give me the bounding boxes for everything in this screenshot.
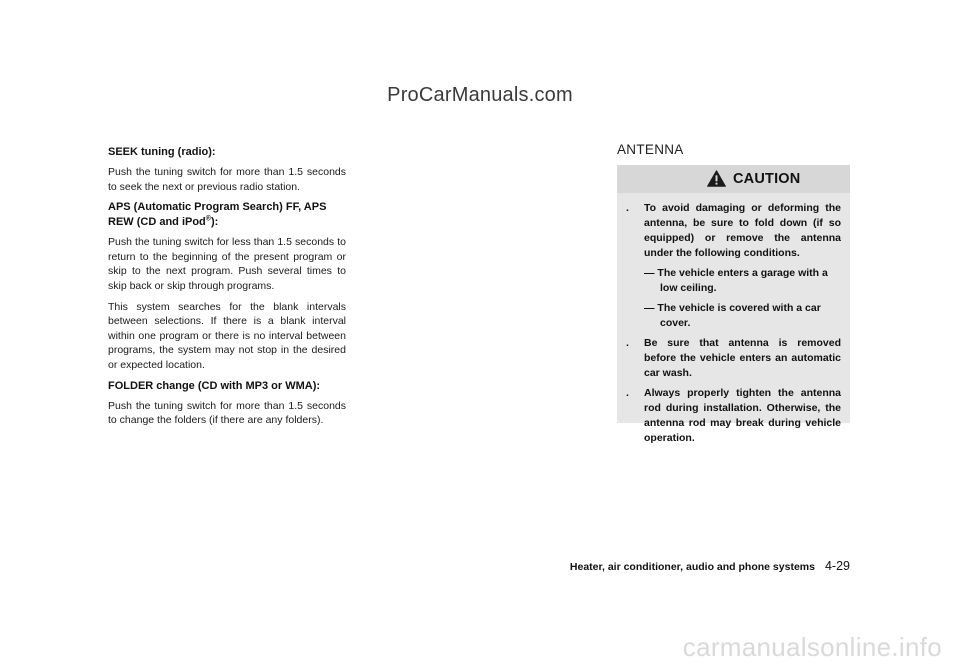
section-title: ANTENNA — [617, 142, 684, 157]
warning-triangle-icon — [707, 170, 726, 187]
caution-item — [617, 201, 850, 261]
bullet: . — [626, 387, 629, 399]
seek-text: Push the tuning switch for more than 1.5 seconds to seek the next or previous radio station. — [108, 166, 346, 193]
caution-item-text: To avoid damaging or deforming the antenna, be sure to fold down (if so equipped) or remove the antenna under the following conditions. — [644, 202, 841, 259]
caution-box — [617, 165, 850, 444]
aps-text-1: Push the tuning switch for less than 1.5 seconds to return to the beginning of the present program or skip to the next program. Push several times to skip back or skip through programs. — [108, 236, 346, 292]
caution-list — [617, 201, 850, 451]
watermark-bottom: carmanualsonline.info — [682, 632, 942, 662]
bullet: . — [626, 337, 629, 349]
caution-item-text: Be sure that antenna is removed before the vehicle enters an automatic car wash. — [644, 337, 841, 379]
caution-item-text: Always properly tighten the antenna rod during installation. Otherwise, the antenna rod may break during vehicle operation. — [644, 387, 841, 444]
page-footer — [570, 559, 850, 573]
aps-text-2: This system searches for the blank intervals between selections. If there is a blank interval within one program or there is no interval between programs, the system may not stop in the desired or expected location. — [108, 300, 346, 371]
watermark-top: ProCarManuals.com — [387, 84, 573, 106]
caution-subitem: — The vehicle is covered with a car cover. — [644, 302, 821, 329]
aps-heading-text: APS (Automatic Program Search) FF, APS REW (CD and iPod — [108, 201, 327, 229]
seek-heading: SEEK tuning (radio): — [108, 146, 216, 158]
left-column — [108, 145, 346, 434]
footer-section-title: Heater, air conditioner, audio and phone systems — [569, 561, 815, 573]
aps-heading — [108, 200, 346, 230]
folder-text: Push the tuning switch for more than 1.5 seconds to change the folders (if there are any folders). — [108, 399, 346, 427]
folder-heading: FOLDER change (CD with MP3 or WMA): — [108, 379, 321, 392]
registered-mark: ® — [205, 215, 211, 223]
page-number: 4-29 — [824, 559, 850, 573]
caution-header — [617, 165, 850, 193]
caution-subitem: — The vehicle enters a garage with a low ceiling. — [644, 267, 828, 294]
caution-item — [617, 336, 850, 381]
aps-heading-end: ): — [210, 216, 219, 229]
bullet: . — [626, 202, 629, 214]
caution-label: CAUTION — [733, 171, 801, 187]
caution-item — [617, 386, 850, 446]
